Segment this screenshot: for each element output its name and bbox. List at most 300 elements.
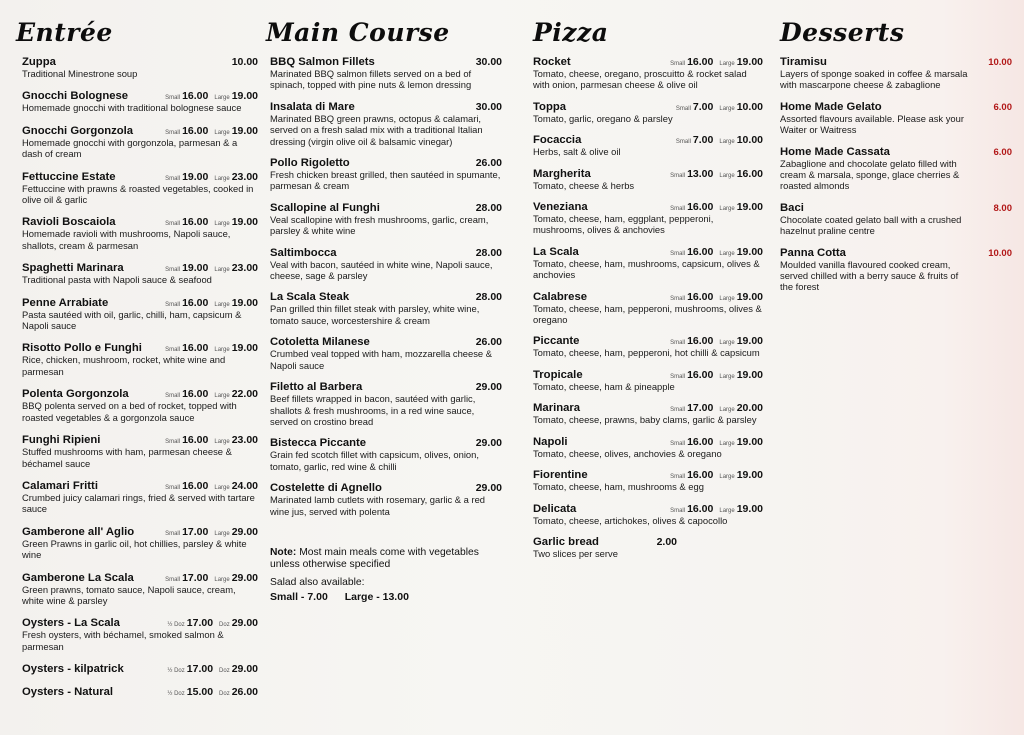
menu-item-description: Tomato, cheese, oregano, proscuitto & rocket salad with onion, parmesan cheese & olive oil (533, 68, 747, 91)
menu-item-description: Traditional Minestrone soup (22, 68, 138, 79)
price-small: 16.00 (687, 435, 714, 448)
price-size-label: ½ Doz (167, 622, 185, 629)
menu-item-name: Bistecca Piccante (270, 437, 367, 450)
price-size-label: Large (214, 347, 230, 354)
price-small: 7.00 (692, 100, 714, 113)
menu-item-price: 6.00 (993, 146, 1012, 158)
price-large: 19.00 (231, 296, 258, 309)
price-large: 19.00 (231, 216, 258, 229)
menu-item (270, 157, 502, 192)
pizza-column (533, 0, 763, 569)
menu-item-name: Funghi Ripieni (22, 434, 101, 447)
menu-item-description: Beef fillets wrapped in bacon, sautéed with garlic, shallots & fresh mushrooms, in a red wine sauce, served on crostino bread (270, 393, 476, 427)
menu-item-prices (159, 434, 258, 446)
menu-item-row (533, 503, 763, 515)
menu-item-description: Grain fed scotch fillet with capsicum, olives, onion, tomato, garlic, red wine & chilli (270, 449, 479, 472)
price-small: 7.00 (692, 134, 714, 147)
salad-text: Salad also available: (270, 577, 365, 589)
menu-item-description: Crumbed veal topped with ham, mozzarella cheese & Napoli sauce (270, 348, 492, 371)
menu-item-prices (664, 168, 763, 180)
menu-item (533, 168, 763, 191)
price-size-label: Large (719, 295, 735, 302)
menu-item-name: Gnocchi Gorgonzola (22, 124, 134, 137)
price-small: 17.00 (182, 525, 209, 538)
menu-item (533, 101, 763, 124)
menu-item-description: Veal scallopine with fresh mushrooms, garlic, cream, parsley & white wine (270, 213, 489, 237)
menu-item-row (22, 617, 258, 629)
menu-item-row (533, 168, 763, 180)
price-small: 16.00 (687, 56, 714, 68)
price-small: 16.00 (182, 296, 209, 309)
menu-item-row (22, 90, 258, 102)
price-large: 19.00 (736, 435, 763, 448)
menu-item-name: Zuppa (22, 56, 56, 68)
menu-item (270, 336, 502, 371)
menu-item-row (780, 247, 1012, 259)
note-label: Note: (270, 546, 297, 558)
price-large: 23.00 (231, 434, 258, 447)
price-large: 19.00 (231, 124, 258, 137)
menu-item-name: Pollo Rigoletto (270, 157, 350, 170)
price-large: 19.00 (736, 502, 763, 515)
menu-item-row (533, 134, 763, 146)
menu-item-name: Penne Arrabiate (22, 296, 109, 309)
menu-item-name: Gamberone La Scala (22, 571, 134, 584)
price-size-label: Doz (219, 622, 230, 629)
price-large: 16.00 (736, 167, 763, 180)
menu-item-row (533, 101, 763, 113)
price-small: 16.00 (687, 245, 714, 258)
price-size-label: Large (719, 373, 735, 380)
price-large: 10.00 (736, 134, 763, 147)
price-small: 13.00 (687, 167, 714, 180)
price-size-label: Small (165, 530, 181, 537)
menu-item-description: Homemade gnocchi with traditional bolognese sauce (22, 102, 242, 114)
menu-item-description: Fresh oysters, with béchamel, smoked salmon & parmesan (22, 629, 224, 652)
price-size-label: Large (719, 440, 735, 447)
menu-item-description: Traditional pasta with Napoli sauce & seafood (22, 274, 212, 286)
menu-item (270, 56, 502, 91)
menu-item-name: La Scala (533, 245, 579, 258)
menu-item-prices (161, 686, 258, 698)
menu-item-row (780, 56, 1012, 68)
main-note (270, 547, 502, 570)
menu-item-description: Homemade ravioli with mushrooms, Napoli sauce, shallots, cream & parmesan (22, 228, 231, 251)
menu-item-name: Insalata di Mare (270, 100, 355, 113)
menu-item-name: Oysters - La Scala (22, 617, 120, 630)
menu-item-row (22, 526, 258, 538)
salad-large: Large - 13.00 (344, 591, 409, 604)
menu-item-row (270, 336, 502, 348)
price-size-label: Large (719, 474, 735, 481)
menu-item-row (22, 663, 258, 675)
menu-item-name: Gnocchi Bolognese (22, 90, 129, 103)
price-size-label: Small (165, 95, 181, 102)
menu-item (780, 101, 1012, 136)
menu-item-row (270, 291, 502, 303)
menu-item-price: 28.00 (475, 291, 502, 304)
price-small: 16.00 (687, 502, 714, 515)
menu-item-description: Tomato, cheese, prawns, baby clams, garlic & parsley (533, 414, 757, 426)
menu-item-row (780, 146, 1012, 158)
price-small: 16.00 (687, 201, 714, 214)
price-size-label: Small (165, 301, 181, 308)
entree-heading: Entrée (16, 18, 113, 47)
menu-item-name: Calamari Fritti (22, 479, 98, 492)
menu-item-row (270, 381, 502, 393)
menu-item-prices (664, 369, 763, 381)
price-small: 16.00 (182, 216, 209, 229)
price-size-label: Small (670, 61, 686, 67)
menu-item (533, 369, 763, 392)
menu-item-row (533, 536, 763, 548)
menu-item-name: Calabrese (533, 290, 588, 303)
menu-item-row (533, 335, 763, 347)
price-small: 16.00 (182, 434, 209, 447)
menu-item-row (270, 482, 502, 494)
menu-item (533, 335, 763, 358)
menu-item-description: Marinated lamb cutlets with rosemary, garlic & a red wine jus, served with polenta (270, 494, 486, 517)
price-size-label: ½ Doz (167, 691, 185, 698)
price-large: 19.00 (736, 56, 763, 68)
price-large: 19.00 (736, 245, 763, 258)
menu-item (22, 216, 258, 251)
menu-item-row (22, 262, 258, 274)
menu-item-prices (664, 436, 763, 448)
menu-item-description: Fettuccine with prawns & roasted vegetables, cooked in olive oil & garlic (22, 182, 254, 206)
menu-item-row (22, 342, 258, 354)
menu-item-prices (159, 572, 258, 584)
price-size-label: ½ Doz (167, 668, 185, 675)
menu-item-row (22, 297, 258, 309)
menu-item-name: Spaghetti Marinara (22, 262, 124, 275)
price-size-label: Small (165, 129, 181, 136)
menu-item-row (533, 369, 763, 381)
note-text: Most main meals come with vegetables unless otherwise specified (270, 546, 479, 570)
menu-item-name: Home Made Cassata (780, 145, 890, 158)
menu-item-row (22, 388, 258, 400)
menu-item-row (533, 469, 763, 481)
menu-item-name: Napoli (533, 435, 568, 448)
price-small: 16.00 (182, 388, 209, 401)
menu-item-description: Crumbed juicy calamari rings, fried & served with tartare sauce (22, 491, 255, 515)
menu-item (780, 202, 1012, 237)
price-small: 16.00 (687, 335, 714, 348)
price-size-label: Large (719, 340, 735, 347)
price-small: 17.00 (186, 617, 214, 630)
price-large: 23.00 (231, 262, 258, 275)
menu-item (533, 436, 763, 459)
menu-item-row (270, 202, 502, 214)
price-large: 29.00 (231, 525, 258, 538)
menu-item-name: Polenta Gorgonzola (22, 388, 129, 401)
price-size-label: Large (719, 507, 735, 514)
menu-item-name: La Scala Steak (270, 291, 350, 304)
price-small: 16.00 (182, 479, 209, 492)
price-small: 16.00 (687, 469, 714, 482)
menu-item-name: Focaccia (533, 134, 582, 147)
price-small: 16.00 (182, 90, 209, 103)
menu-item-price: 2.00 (656, 535, 677, 548)
menu-item-description: Tomato, cheese, olives, anchovies & oregano (533, 447, 722, 459)
menu-item-prices (664, 469, 763, 481)
menu-item-price: 30.00 (475, 100, 502, 113)
menu-item-name: Piccante (533, 335, 580, 348)
menu-item-name: Tropicale (533, 368, 583, 381)
menu-item-name: Oysters - Natural (22, 686, 114, 699)
menu-item-description: Green Prawns in garlic oil, hot chillies, parsley & white wine (22, 537, 247, 561)
menu-item-price: 10.00 (988, 247, 1012, 259)
price-large: 19.00 (231, 90, 258, 103)
price-size-label: Small (670, 373, 686, 380)
menu-item-prices (670, 101, 763, 113)
menu-item-row (533, 201, 763, 213)
menu-item (533, 246, 763, 281)
menu-item-name: Margherita (533, 167, 591, 180)
menu-item-row (22, 480, 258, 492)
menu-item-description: Two slices per serve (533, 547, 618, 559)
menu-item-name: Marinara (533, 402, 581, 415)
menu-item (22, 262, 258, 285)
menu-item-row (533, 56, 763, 68)
price-size-label: Large (214, 221, 230, 228)
menu-item-name: Fiorentine (533, 469, 588, 482)
menu-item-price: 29.00 (475, 381, 502, 394)
menu-item-prices (161, 663, 258, 675)
menu-item-prices (159, 90, 258, 102)
menu-item-row (780, 202, 1012, 214)
menu-item-name: Rocket (533, 56, 571, 68)
menu-item-description: Tomato, cheese, ham, mushrooms, capsicum, olives & anchovies (533, 257, 760, 281)
menu-item (533, 201, 763, 236)
menu-item-price: 26.00 (475, 336, 502, 349)
menu-item-row (22, 56, 258, 68)
menu-item-description: Homemade gnocchi with gorgonzola, parmesan & a dash of cream (22, 136, 238, 160)
menu-item (533, 402, 763, 425)
menu-item-description: Tomato, cheese, ham, pepperoni, hot chilli & capsicum (533, 347, 760, 359)
menu-item-row (22, 572, 258, 584)
menu-item-row (533, 402, 763, 414)
price-large: 19.00 (231, 342, 258, 355)
price-size-label: Large (719, 139, 735, 146)
price-small: 19.00 (182, 170, 209, 183)
price-large: 29.00 (231, 663, 258, 676)
menu-item-prices (664, 291, 763, 303)
menu-item-name: Risotto Pollo e Funghi (22, 342, 142, 355)
price-large: 23.00 (231, 170, 258, 183)
price-size-label: Small (165, 175, 181, 182)
price-size-label: Small (165, 347, 181, 354)
menu-item-row (780, 101, 1012, 113)
salad-sizes (270, 590, 502, 604)
price-large: 10.00 (736, 100, 763, 113)
menu-item (270, 291, 502, 326)
menu-item-prices (161, 617, 258, 629)
price-size-label: Small (675, 139, 691, 146)
menu-item-prices (664, 335, 763, 347)
menu-item (533, 291, 763, 326)
menu-item-description: Zabaglione and chocolate gelato filled with cream & marsala, sponge, glace cherries & roasted almonds (780, 157, 960, 192)
price-small: 16.00 (687, 290, 714, 303)
menu-item-name: Tiramisu (780, 56, 827, 68)
salad-info (270, 576, 502, 604)
menu-item (22, 56, 258, 79)
price-size-label: Large (214, 129, 230, 136)
desserts-heading: Desserts (780, 18, 905, 47)
price-size-label: Small (670, 206, 686, 213)
price-small: 17.00 (186, 663, 214, 676)
price-size-label: Large (719, 61, 735, 67)
menu-item-row (533, 436, 763, 448)
menu-item (270, 482, 502, 517)
menu-item (780, 247, 1012, 293)
menu-item-prices (159, 388, 258, 400)
price-size-label: Small (165, 221, 181, 228)
menu-item (270, 381, 502, 427)
price-size-label: Large (719, 206, 735, 213)
menu-item-price: 10.00 (988, 57, 1012, 68)
menu-item (533, 536, 763, 559)
price-size-label: Small (670, 474, 686, 481)
price-size-label: Large (719, 105, 735, 112)
price-large: 29.00 (231, 617, 258, 630)
menu-item (22, 526, 258, 561)
menu-item-name: Baci (780, 201, 804, 214)
menu-item (780, 146, 1012, 192)
menu-item-description: Moulded vanilla flavoured cooked cream, served chilled with a berry sauce & fruits of the forest (780, 258, 959, 293)
menu-item (22, 434, 258, 469)
menu-item-prices (664, 503, 763, 515)
price-size-label: Large (214, 439, 230, 446)
desserts-column (780, 0, 1012, 303)
price-size-label: Small (670, 440, 686, 447)
menu-item-row (22, 686, 258, 698)
menu-item-prices (664, 402, 763, 414)
menu-item-name: Delicata (533, 502, 577, 515)
menu-item-description: Tomato, cheese, artichokes, olives & capocollo (533, 514, 728, 526)
menu-item-prices (664, 56, 763, 68)
price-large: 29.00 (231, 571, 258, 584)
price-small: 16.00 (182, 124, 209, 137)
price-size-label: Large (214, 267, 230, 274)
price-size-label: Small (165, 267, 181, 274)
menu-item-prices (670, 134, 763, 146)
menu-item (22, 171, 258, 206)
menu-item (533, 503, 763, 526)
price-size-label: Small (670, 295, 686, 302)
main-course-heading: Main Course (266, 18, 450, 47)
menu-item-name: Oysters - kilpatrick (22, 663, 124, 676)
menu-item-description: Fresh chicken breast grilled, then sautéed in spumante, parmesan & cream (270, 169, 501, 192)
menu-item-name: Scallopine al Funghi (270, 201, 380, 214)
entree-column (16, 0, 258, 709)
menu-item (22, 342, 258, 377)
price-size-label: Large (214, 175, 230, 182)
menu-item-name: Filetto al Barbera (270, 381, 363, 394)
price-small: 17.00 (182, 571, 209, 584)
menu-item-description: Pasta sautéed with oil, garlic, chilli, ham, capsicum & Napoli sauce (22, 308, 242, 332)
menu-item (22, 686, 258, 698)
menu-item-prices (159, 342, 258, 354)
price-size-label: Large (214, 484, 230, 491)
price-size-label: Small (670, 250, 686, 257)
price-size-label: Large (719, 172, 735, 179)
menu-item-price: 28.00 (475, 201, 502, 214)
price-size-label: Small (670, 340, 686, 347)
menu-item-description: Marinated BBQ salmon fillets served on a bed of spinach, topped with pine nuts & lemon dressing (270, 68, 472, 91)
price-large: 19.00 (736, 201, 763, 214)
menu-item (22, 572, 258, 607)
menu-item-name: Fettuccine Estate (22, 170, 116, 183)
price-large: 22.00 (231, 388, 258, 401)
menu-item-description: Stuffed mushrooms with ham, parmesan cheese & béchamel sauce (22, 446, 232, 469)
menu-item-name: Gamberone all' Aglio (22, 525, 135, 538)
menu-item-description: Marinated BBQ green prawns, octopus & calamari, served on a fresh salad mix with a traditional Italian dressing (virgin olive oil & balsamic vinegar) (270, 112, 483, 147)
menu-item (22, 125, 258, 160)
menu-item-prices (159, 125, 258, 137)
price-small: 19.00 (182, 262, 209, 275)
price-small: 15.00 (186, 686, 214, 699)
menu-item-row (270, 56, 502, 68)
menu-item-name: BBQ Salmon Fillets (270, 56, 375, 68)
menu-item-description: Green prawns, tomato sauce, Napoli sauce, cream, white wine & parsley (22, 583, 236, 606)
menu-item-price: 29.00 (475, 482, 502, 495)
menu-item (270, 202, 502, 237)
price-size-label: Large (214, 530, 230, 537)
menu-item-name: Panna Cotta (780, 246, 846, 259)
menu-item-description: Veal with bacon, sautéed in white wine, Napoli sauce, cheese, sage & parsley (270, 258, 493, 282)
menu-item-row (22, 125, 258, 137)
menu-item-row (533, 291, 763, 303)
menu-item-name: Veneziana (533, 201, 588, 214)
menu-item-name: Garlic bread (533, 535, 599, 548)
price-large: 24.00 (231, 479, 258, 492)
menu-item-row (22, 171, 258, 183)
salad-small: Small - 7.00 (270, 591, 328, 604)
menu-item-prices (664, 201, 763, 213)
menu-item (270, 247, 502, 282)
menu-item-prices (664, 246, 763, 258)
menu-item (270, 437, 502, 472)
price-small: 16.00 (182, 342, 209, 355)
menu-item-description: Rice, chicken, mushroom, rocket, white wine and parmesan (22, 354, 226, 377)
menu-item-description: Tomato, cheese, ham & pineapple (533, 380, 675, 392)
menu-item-description: Assorted flavours available. Please ask your Waiter or Waitress (780, 112, 964, 136)
menu-item-row (270, 157, 502, 169)
menu-item-description: Herbs, salt & olive oil (533, 146, 621, 158)
price-size-label: Small (165, 576, 181, 583)
price-large: 20.00 (736, 402, 763, 415)
menu-item (22, 388, 258, 423)
price-small: 17.00 (687, 402, 714, 415)
menu-item-description: Tomato, cheese, ham, mushrooms & egg (533, 481, 704, 493)
menu-item-prices (159, 171, 258, 183)
menu-item-name: Cotoletta Milanese (270, 336, 370, 349)
menu-item (22, 297, 258, 332)
pizza-heading: Pizza (533, 18, 609, 47)
menu-item-price: 28.00 (475, 246, 502, 259)
price-size-label: Large (214, 576, 230, 583)
menu-item-description: Tomato, cheese, ham, eggplant, pepperoni, mushrooms, olives & anchovies (533, 213, 714, 236)
menu-item-prices (159, 526, 258, 538)
menu-item (533, 469, 763, 492)
menu-item (22, 663, 258, 675)
price-size-label: Doz (219, 691, 230, 698)
menu-item-name: Toppa (533, 100, 567, 113)
price-size-label: Small (670, 407, 686, 414)
menu-item-name: Home Made Gelato (780, 100, 882, 113)
price-size-label: Small (165, 484, 181, 491)
